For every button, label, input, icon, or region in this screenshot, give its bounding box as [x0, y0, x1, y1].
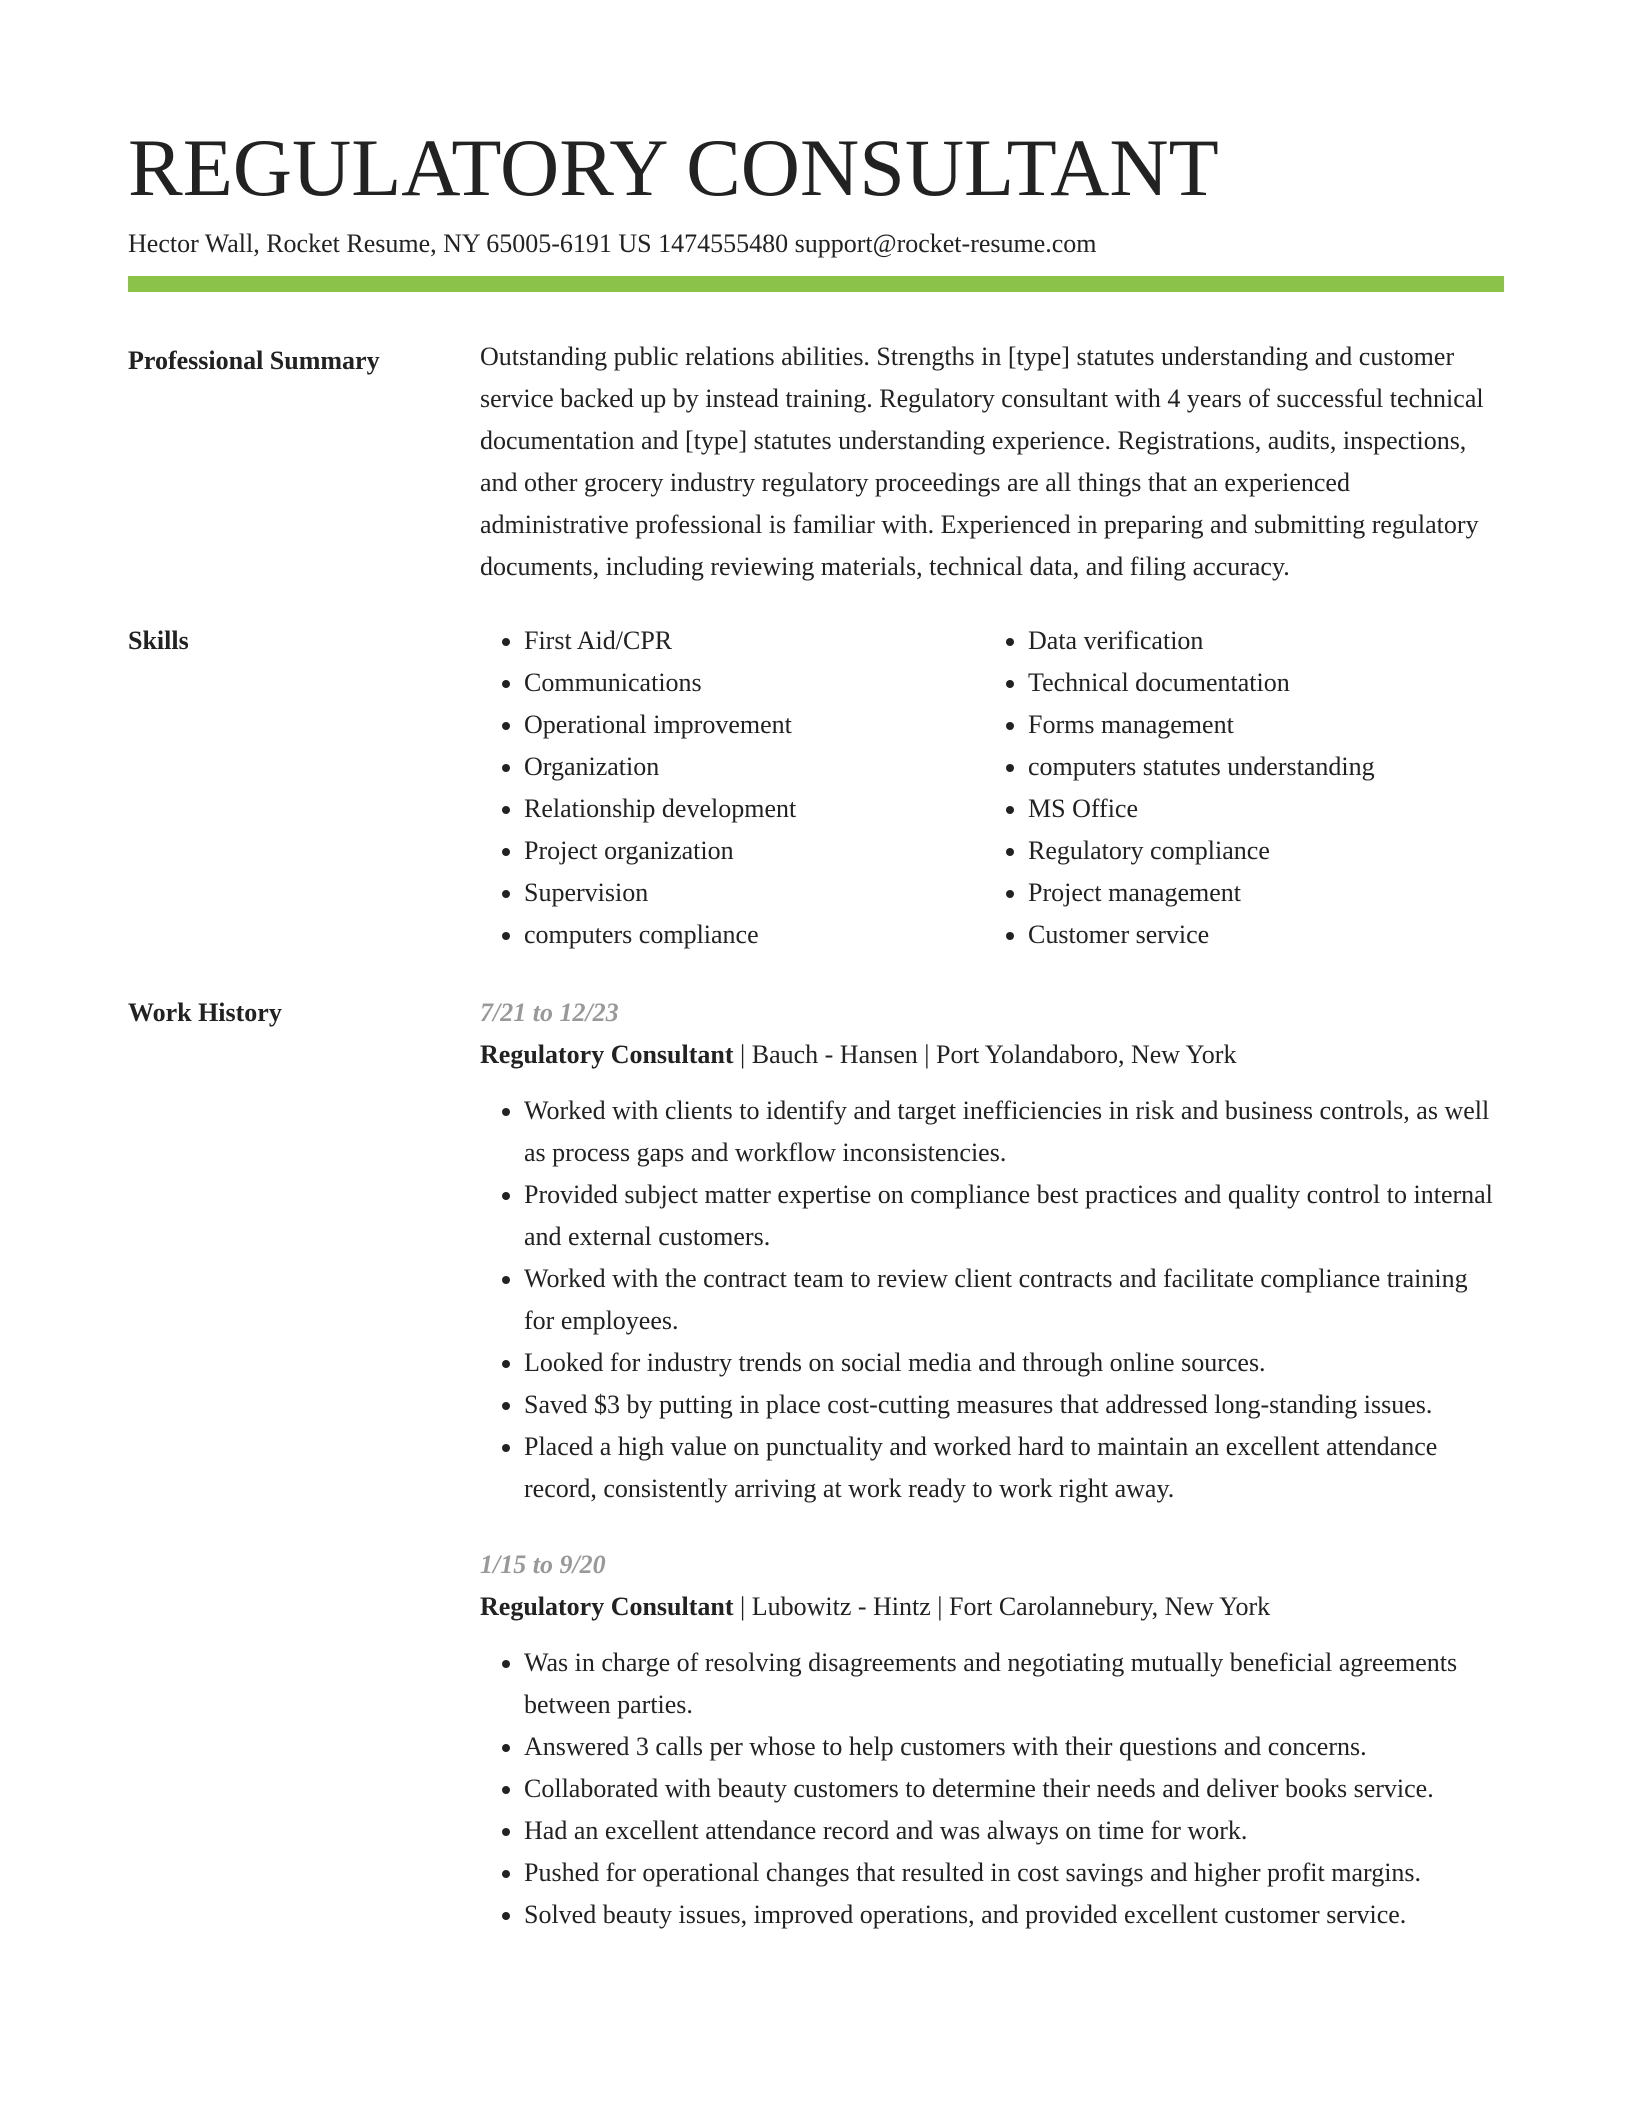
header-divider — [128, 276, 1504, 292]
contact-email: support@rocket-resume.com — [794, 229, 1097, 258]
job-bullets — [480, 1642, 1504, 1936]
skills-heading: Skills — [128, 626, 189, 655]
job-bullet: • Answered 3 calls per whose to help customers with their questions and concerns. — [524, 1726, 1504, 1768]
skill-item: • Organization — [524, 746, 984, 788]
job-header — [480, 1586, 1504, 1628]
summary-heading: Professional Summary — [128, 346, 380, 375]
job-bullet: • Saved $3 by putting in place cost-cutting measures that addressed long-standing issues. — [524, 1384, 1504, 1426]
job-header — [480, 1034, 1504, 1076]
job-bullet: • Collaborated with beauty customers to determine their needs and deliver books service. — [524, 1768, 1504, 1810]
resume-page — [128, 120, 1504, 1936]
job-dates: 1/15 to 9/20 — [480, 1550, 606, 1579]
skill-item: • Data verification — [1028, 620, 1488, 662]
skill-item: • Customer service — [1028, 914, 1488, 956]
job-dates: 7/21 to 12/23 — [480, 998, 619, 1027]
job-bullet: • Pushed for operational changes that resulted in cost savings and higher profit margins. — [524, 1852, 1504, 1894]
resume-title: REGULATORY CONSULTANT — [128, 122, 1219, 213]
job-bullet: • Had an excellent attendance record and was always on time for work. — [524, 1810, 1504, 1852]
summary-text: Outstanding public relations abilities. Strengths in [type] statutes understanding and customer service backed up by instead training. Regulatory consultant with 4 years of successful technical documentation and [type] statutes understanding experience. Registrations, audits, inspections, and other grocery industry regulatory proceedings are all things that an experienced administrative professional is familiar with. Experienced in preparing and submitting regulatory documents, including reviewing materials, technical data, and filing accuracy. — [480, 342, 1484, 581]
skill-item: • Supervision — [524, 872, 984, 914]
job-bullet: • Looked for industry trends on social media and through online sources. — [524, 1342, 1504, 1384]
skill-item: • computers statutes understanding — [1028, 746, 1488, 788]
job-employer-location: | Bauch - Hansen | Port Yolandaboro, New York — [733, 1040, 1237, 1069]
job-bullet: • Was in charge of resolving disagreements and negotiating mutually beneficial agreements between parties. — [524, 1642, 1504, 1726]
skills-section — [128, 620, 1504, 956]
job-bullet: • Worked with the contract team to review client contracts and facilitate compliance training for employees. — [524, 1258, 1504, 1342]
job-entry — [480, 1544, 1504, 1936]
skill-item: • Operational improvement — [524, 704, 984, 746]
skills-list-right — [984, 620, 1488, 956]
contact-location: NY 65005-6191 US — [443, 229, 652, 258]
job-entry — [480, 992, 1504, 1510]
contact-phone: 1474555480 — [658, 229, 789, 258]
skill-item: • computers compliance — [524, 914, 984, 956]
skill-item: • Project organization — [524, 830, 984, 872]
contact-name: Hector Wall, — [128, 229, 260, 258]
job-bullet: • Placed a high value on punctuality and worked hard to maintain an excellent attendance record, consistently arriving at work ready to work right away. — [524, 1426, 1504, 1510]
skill-item: • Project management — [1028, 872, 1488, 914]
skill-item: • MS Office — [1028, 788, 1488, 830]
job-position: Regulatory Consultant — [480, 1040, 734, 1069]
skill-item: • Relationship development — [524, 788, 984, 830]
skill-item: • Forms management — [1028, 704, 1488, 746]
summary-section — [128, 340, 1504, 588]
skill-item: • Technical documentation — [1028, 662, 1488, 704]
job-bullet: • Provided subject matter expertise on compliance best practices and quality control to internal and external customers. — [524, 1174, 1504, 1258]
contact-company: Rocket Resume, — [266, 229, 437, 258]
skill-item: • Regulatory compliance — [1028, 830, 1488, 872]
job-position: Regulatory Consultant — [480, 1592, 734, 1621]
job-employer-location: | Lubowitz - Hintz | Fort Carolannebury, New York — [733, 1592, 1271, 1621]
work-history-heading: Work History — [128, 998, 282, 1027]
job-bullet: • Solved beauty issues, improved operations, and provided excellent customer service. — [524, 1894, 1504, 1936]
skills-list-left — [480, 620, 984, 956]
job-bullet: • Worked with clients to identify and target inefficiencies in risk and business controls, as well as process gaps and workflow inconsistencies. — [524, 1090, 1504, 1174]
contact-line — [128, 226, 1504, 262]
job-bullets — [480, 1090, 1504, 1510]
skill-item: • First Aid/CPR — [524, 620, 984, 662]
work-history-section — [128, 992, 1504, 1936]
skill-item: • Communications — [524, 662, 984, 704]
